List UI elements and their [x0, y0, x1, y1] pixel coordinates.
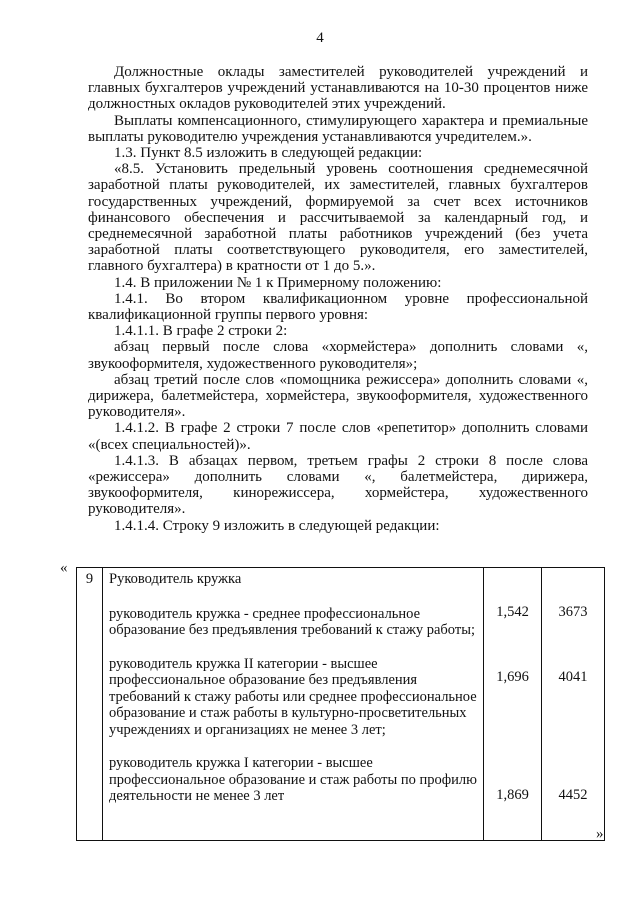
salary-table: [76, 567, 605, 841]
table-row: [77, 568, 605, 841]
salary-value: 4452: [558, 787, 588, 803]
salary-cell: [542, 568, 605, 841]
paragraph-compensation-payments: Выплаты компенсационного, стимулирующего характера и премиальные выплаты руководителю учреждения устанавливаются учредителем.».: [88, 112, 588, 145]
position-description: руководитель кружка I категории - высшее профессиональное образование и стаж работы по профилю деятельности не менее 3 лет: [109, 755, 477, 804]
row-number-cell: 9: [77, 568, 103, 841]
paragraph-deputy-salaries: Должностные оклады заместителей руководителей учреждений и главных бухгалтеров учреждений устанавливаются на 10-30 процентов ниже должностных окладов руководителей этих учреждений.: [88, 64, 588, 113]
paragraph-1-4: 1.4. В приложении № 1 к Примерному положению:: [114, 274, 442, 291]
closing-quote-mark: »: [596, 826, 604, 842]
coefficient-value: 1,869: [496, 787, 529, 803]
paragraph-1-3: 1.3. Пункт 8.5 изложить в следующей редакции:: [114, 145, 423, 162]
coefficient-value: 1,696: [496, 669, 529, 685]
position-description: руководитель кружка - среднее профессиональное образование без предъявления требований к стажу работы;: [109, 605, 475, 638]
paragraph-third-abzac: абзац третий после слов «помощника режиссера» дополнить словами «, дирижера, балетмейстера, хормейстера, звукооформителя, художественного руководителя».: [88, 371, 588, 421]
description-cell: [103, 568, 484, 841]
position-title: Руководитель кружка: [109, 571, 242, 587]
paragraph-1-4-1-4: 1.4.1.4. Строку 9 изложить в следующей редакции:: [114, 517, 440, 534]
paragraph-8-5: «8.5. Установить предельный уровень соотношения среднемесячной заработной платы руководителей, их заместителей, главных бухгалтеров государственных учреждений, формируемой за счет всех источников финансового обеспечения и рассчитываемой за календарный год, и среднемесячной заработной платы работников учреждений (без учета заработной платы соответствующего руководителя, его заместителей, главного бухгалтера) в кратности от 1 до 5.».: [88, 161, 588, 275]
paragraph-1-4-1-1: 1.4.1.1. В графе 2 строки 2:: [114, 323, 288, 340]
document-body: [88, 64, 588, 534]
position-description: руководитель кружка II категории - высшее профессиональное образование без предъявления требований к стажу работы или среднее профессиональное образование и стаж работы в культурно-просветительных учреждениях и организациях не менее 3 лет;: [109, 655, 477, 738]
paragraph-first-abzac: абзац первый после слова «хормейстера» дополнить словами «, звукооформителя, художественного руководителя»;: [88, 339, 588, 372]
salary-value: 4041: [558, 669, 588, 685]
paragraph-1-4-1-2: 1.4.1.2. В графе 2 строки 7 после слов «репетитор» дополнить словами «(всех специальностей)».: [88, 420, 588, 453]
paragraph-1-4-1-3: 1.4.1.3. В абзацах первом, третьем графы 2 строки 8 после слова «режиссера» дополнить словами «, балетмейстера, дирижера, звукооформителя, кинорежиссера, хормейстера, художественного руководителя».: [88, 452, 588, 518]
coefficient-cell: [484, 568, 542, 841]
opening-quote-mark: «: [60, 560, 68, 576]
page-number: 4: [316, 30, 324, 46]
coefficient-value: 1,542: [496, 604, 529, 620]
paragraph-1-4-1: 1.4.1. Во втором квалификационном уровне профессиональной квалификационной группы первого уровня:: [88, 290, 588, 324]
salary-value: 3673: [558, 604, 588, 620]
